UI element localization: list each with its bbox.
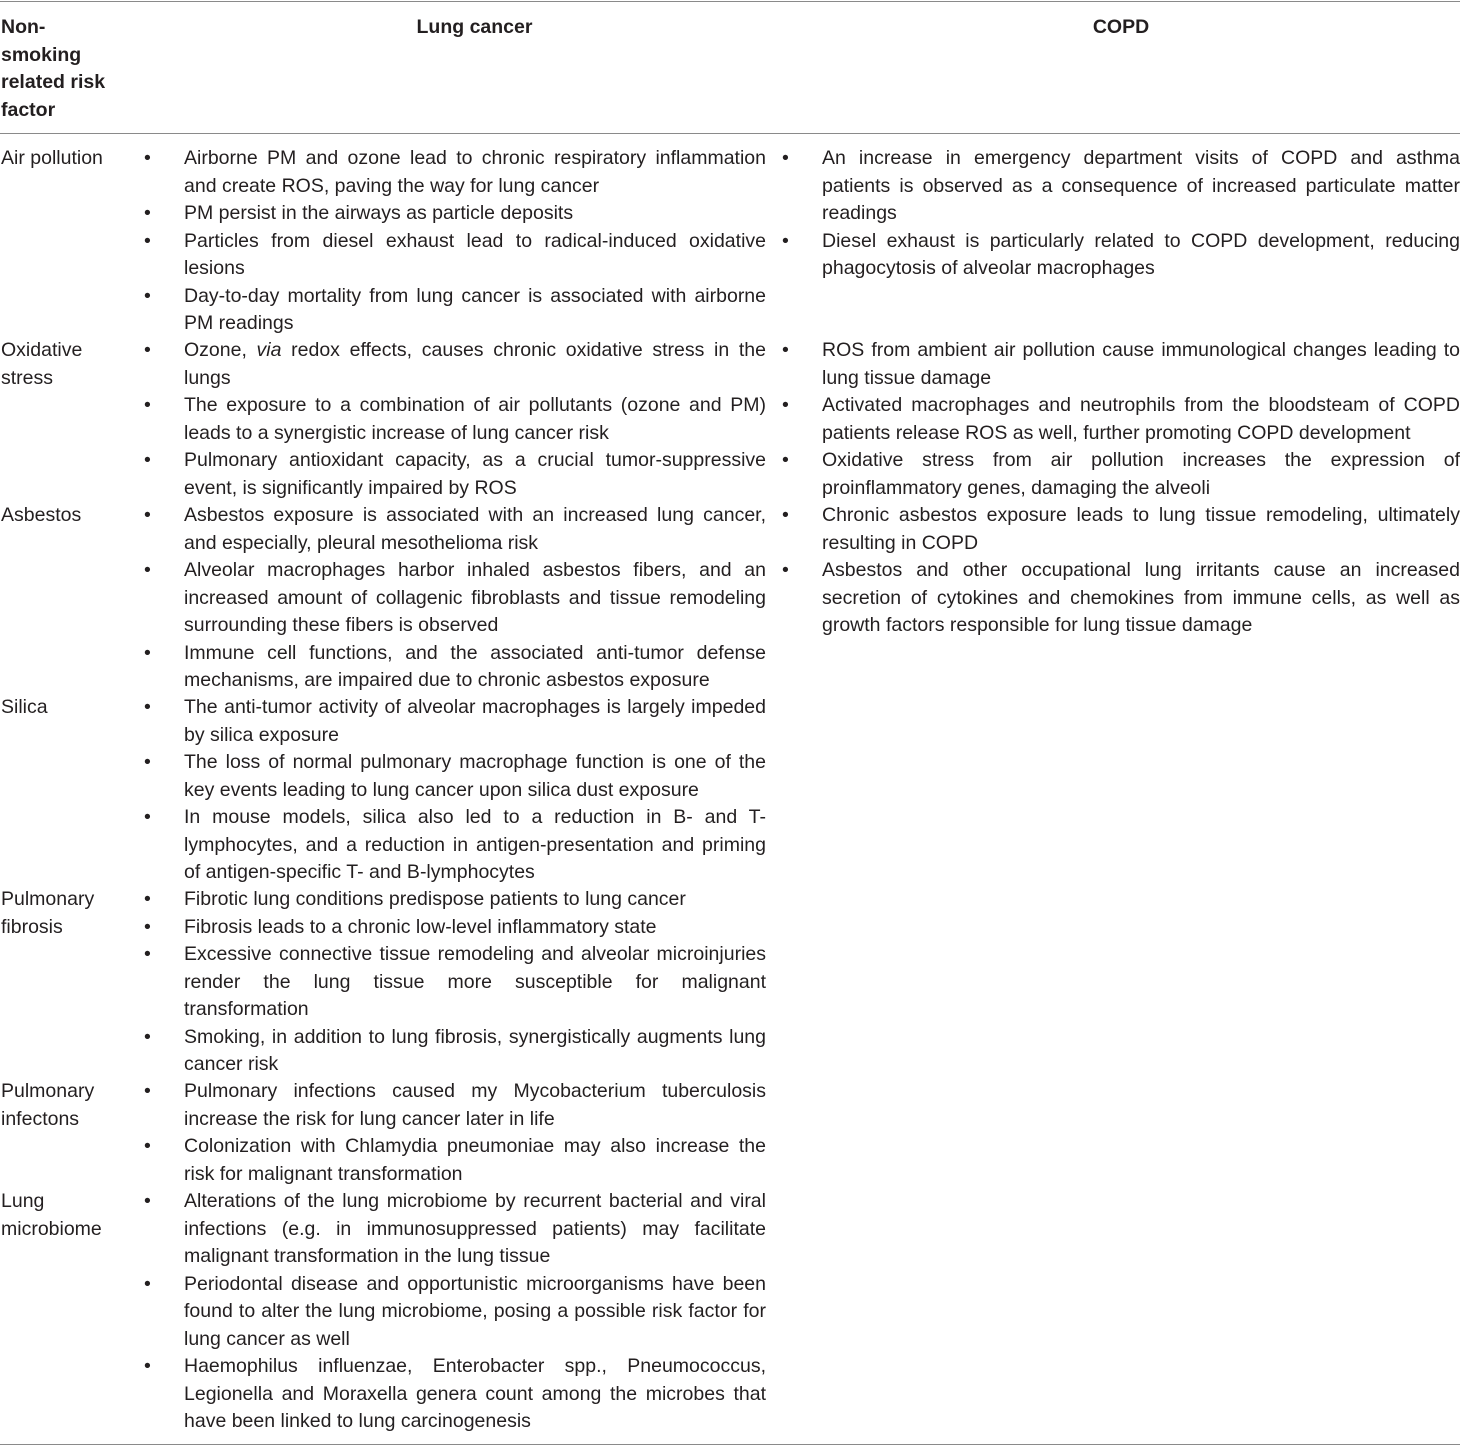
lung-cancer-cell (144, 886, 766, 1079)
bullet-icon: • (144, 284, 151, 307)
bullet-icon: • (144, 1190, 151, 1212)
list-item: • Alterations of the lung microbiome by recurrent bacterial and viral infections (e.g. in immunosuppressed patients) may facilitate malignant transformation in the lung tissue (144, 1190, 766, 1267)
list-item: • Immune cell functions, and the associated anti-tumor defense mechanisms, are impaired due to chronic asbestos exposure (144, 641, 766, 691)
bullet-icon: • (144, 339, 151, 361)
bullet-icon: • (782, 504, 789, 526)
list-item: • Asbestos and other occupational lung irritants cause an increased secretion of cytokines and chemokines from immune cells, as well as growth factors responsible for lung tissue damage (782, 559, 1460, 636)
bullet-icon: • (144, 696, 151, 718)
header-copd: COPD (1092, 16, 1150, 38)
bullet-icon: • (144, 1080, 151, 1102)
list-item: • Diesel exhaust is particularly related to COPD development, reducing phagocytosis of alveolar macrophages (782, 229, 1460, 279)
header-lung-cancer: Lung cancer (416, 16, 533, 38)
bullet-icon: • (782, 229, 789, 252)
list-item: • Asbestos exposure is associated with an increased lung cancer, and especially, pleural mesothelioma risk (144, 504, 766, 554)
bullet-icon: • (144, 751, 151, 773)
lung-cancer-cell (144, 1188, 766, 1436)
risk-factor-label: Asbestos (1, 504, 82, 526)
list-item: • Pulmonary antioxidant capacity, as a crucial tumor-suppressive event, is significantly impaired by ROS (144, 449, 766, 499)
bullet-icon: • (144, 147, 151, 169)
list-item: • Alveolar macrophages harbor inhaled asbestos fibers, and an increased amount of collagenic fibroblasts and tissue remodeling surrounding these fibers is observed (144, 559, 766, 636)
bullet-icon: • (144, 449, 151, 471)
list-item: • Particles from diesel exhaust lead to radical-induced oxidative lesions (144, 229, 766, 279)
ozone-text-b: redox effects, causes chronic oxidative stress in the lungs (184, 339, 766, 389)
bullet-icon: • (144, 943, 151, 965)
list-item: • Pulmonary infections caused my Mycobacterium tuberculosis increase the risk for lung cancer later in life (144, 1080, 766, 1130)
bullet-icon: • (144, 1355, 151, 1377)
bullet-icon: • (144, 806, 151, 828)
bullet-icon: • (144, 229, 151, 252)
list-item: • Day-to-day mortality from lung cancer is associated with airborne PM readings (144, 284, 766, 334)
bullet-icon: • (144, 559, 151, 581)
list-item: • Fibrosis leads to a chronic low-level inflammatory state (144, 914, 766, 942)
list-item: • Colonization with Chlamydia pneumoniae may also increase the risk for malignant transformation (144, 1135, 766, 1185)
table-bottom-rule (0, 1444, 1460, 1445)
list-item: • The exposure to a combination of air pollutants (ozone and PM) leads to a synergistic increase of lung cancer risk (144, 394, 766, 444)
risk-factor-label: Lung microbiome (1, 1190, 102, 1240)
ozone-via-text (184, 337, 766, 392)
list-item: • Excessive connective tissue remodeling and alveolar microinjuries render the lung tissue more susceptible for malignant transformation (144, 943, 766, 1020)
bullet-icon: • (144, 504, 151, 526)
bullet-icon: • (144, 1272, 151, 1295)
lung-cancer-cell (144, 694, 766, 887)
copd-cell (782, 502, 1460, 640)
list-item (144, 337, 766, 392)
list-item: • Haemophilus influenzae, Enterobacter spp., Pneumococcus, Legionella and Moraxella genera count among the microbes that have been linked to lung carcinogenesis (144, 1355, 766, 1432)
risk-factor-label: Air pollution (1, 147, 103, 169)
list-item: • Chronic asbestos exposure leads to lung tissue remodeling, ultimately resulting in COPD (782, 504, 1460, 554)
risk-factor-label: Pulmonary fibrosis (1, 888, 95, 938)
list-item: • The loss of normal pulmonary macrophage function is one of the key events leading to lung cancer upon silica dust exposure (144, 751, 766, 801)
ozone-text-em: via (256, 339, 282, 361)
header-rule (0, 133, 1460, 134)
copd-cell (782, 145, 1460, 283)
lung-cancer-cell (144, 1078, 766, 1188)
lung-cancer-cell (144, 502, 766, 695)
list-item: • PM persist in the airways as particle deposits (144, 200, 766, 228)
bullet-icon: • (144, 1135, 151, 1157)
bullet-icon: • (782, 147, 789, 169)
list-item: • In mouse models, silica also led to a reduction in B- and T-lymphocytes, and a reduction in antigen-presentation and priming of antigen-specific T- and B-lymphocytes (144, 806, 766, 883)
list-item: • ROS from ambient air pollution cause immunological changes leading to lung tissue damage (782, 339, 1460, 389)
copd-cell (782, 337, 1460, 502)
bullet-icon: • (144, 641, 151, 664)
header-risk-factor: Non-smoking related risk factor (1, 16, 106, 121)
lung-cancer-cell (144, 337, 766, 502)
bullet-icon: • (144, 202, 151, 224)
bullet-icon: • (782, 449, 789, 471)
bullet-icon: • (144, 1025, 151, 1048)
list-item: • An increase in emergency department visits of COPD and asthma patients is observed as a consequence of increased particulate matter readings (782, 147, 1460, 224)
list-item: • Airborne PM and ozone lead to chronic respiratory inflammation and create ROS, paving the way for lung cancer (144, 147, 766, 197)
lung-cancer-cell (144, 145, 766, 338)
list-item: • Smoking, in addition to lung fibrosis, synergistically augments lung cancer risk (144, 1025, 766, 1075)
list-item: • Periodontal disease and opportunistic microorganisms have been found to alter the lung microbiome, posing a possible risk factor for lung cancer as well (144, 1272, 766, 1350)
bullet-icon: • (782, 339, 789, 361)
risk-factor-label: Oxidative stress (1, 339, 83, 389)
risk-factor-label: Pulmonary infectons (1, 1080, 95, 1130)
bullet-icon: • (144, 915, 151, 938)
list-item: • Fibrotic lung conditions predispose patients to lung cancer (144, 886, 766, 914)
list-item: • The anti-tumor activity of alveolar macrophages is largely impeded by silica exposure (144, 696, 766, 746)
bullet-icon: • (782, 394, 789, 416)
list-item: • Oxidative stress from air pollution increases the expression of proinflammatory genes, damaging the alveoli (782, 449, 1460, 499)
risk-factor-label: Silica (1, 696, 48, 718)
table-top-rule (0, 1, 1460, 2)
list-item: • Activated macrophages and neutrophils from the bloodsteam of COPD patients release ROS as well, further promoting COPD development (782, 394, 1460, 444)
bullet-icon: • (144, 888, 151, 910)
ozone-text-a: Ozone, (184, 339, 257, 361)
bullet-icon: • (144, 394, 151, 416)
bullet-icon: • (782, 559, 789, 581)
